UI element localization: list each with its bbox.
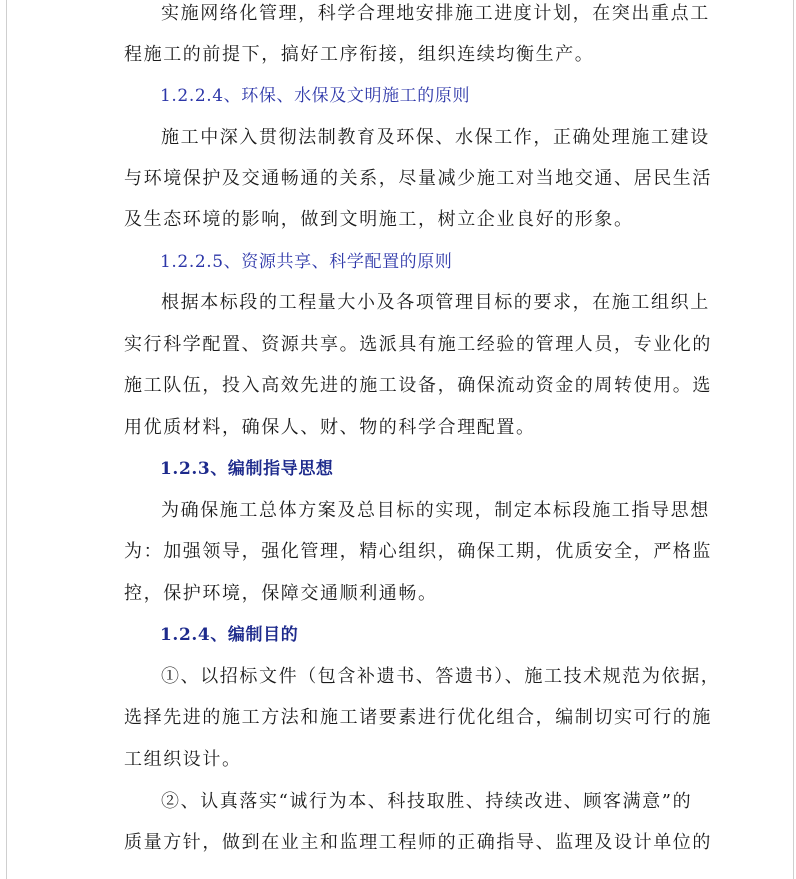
body-text-line: 工组织设计。 [124, 749, 242, 770]
body-text-line: ①、以招标文件（包含补遗书、答遗书）、施工技术规范为依据， [161, 666, 721, 687]
body-text-line: 选择先进的施工方法和施工诸要素进行优化组合，编制切实可行的施 [124, 707, 712, 728]
body-text-line: 施工中深入贯彻法制教育及环保、水保工作，正确处理施工建设 [161, 127, 710, 148]
body-text-line: 实行科学配置、资源共享。选派具有施工经验的管理人员，专业化的 [124, 334, 712, 355]
section-heading: 1.2.3、编制指导思想 [160, 459, 334, 479]
subsection-heading: 1.2.2.5、资源共享、科学配置的原则 [160, 252, 453, 272]
section-heading: 1.2.4、编制目的 [160, 625, 299, 645]
subsection-heading: 1.2.2.4、环保、水保及文明施工的原则 [160, 86, 471, 106]
body-text-line: 用优质材料，确保人、财、物的科学合理配置。 [124, 417, 536, 438]
body-text-line: 为确保施工总体方案及总目标的实现，制定本标段施工指导思想 [161, 500, 710, 521]
body-text-line: 根据本标段的工程量大小及各项管理目标的要求，在施工组织上 [161, 292, 710, 313]
body-text-line: 控，保护环境，保障交通顺利通畅。 [124, 583, 438, 604]
page-border-left [6, 0, 7, 879]
body-text-line: 及生态环境的影响，做到文明施工，树立企业良好的形象。 [124, 209, 634, 230]
body-text-line: 实施网络化管理，科学合理地安排施工进度计划，在突出重点工 [161, 3, 710, 24]
body-text-line: 质量方针，做到在业主和监理工程师的正确指导、监理及设计单位的 [124, 832, 712, 853]
body-text-line: ②、认真落实“诚行为本、科技取胜、持续改进、顾客满意”的 [161, 791, 693, 812]
body-text-line: 程施工的前提下，搞好工序衔接，组织连续均衡生产。 [124, 44, 595, 65]
body-text-line: 施工队伍，投入高效先进的施工设备，确保流动资金的周转使用。选 [124, 375, 712, 396]
body-text-line: 为：加强领导，强化管理，精心组织，确保工期，优质安全，严格监 [124, 541, 712, 562]
page-border-right [793, 0, 794, 879]
body-text-line: 与环境保护及交通畅通的关系，尽量减少施工对当地交通、居民生活 [124, 168, 712, 189]
